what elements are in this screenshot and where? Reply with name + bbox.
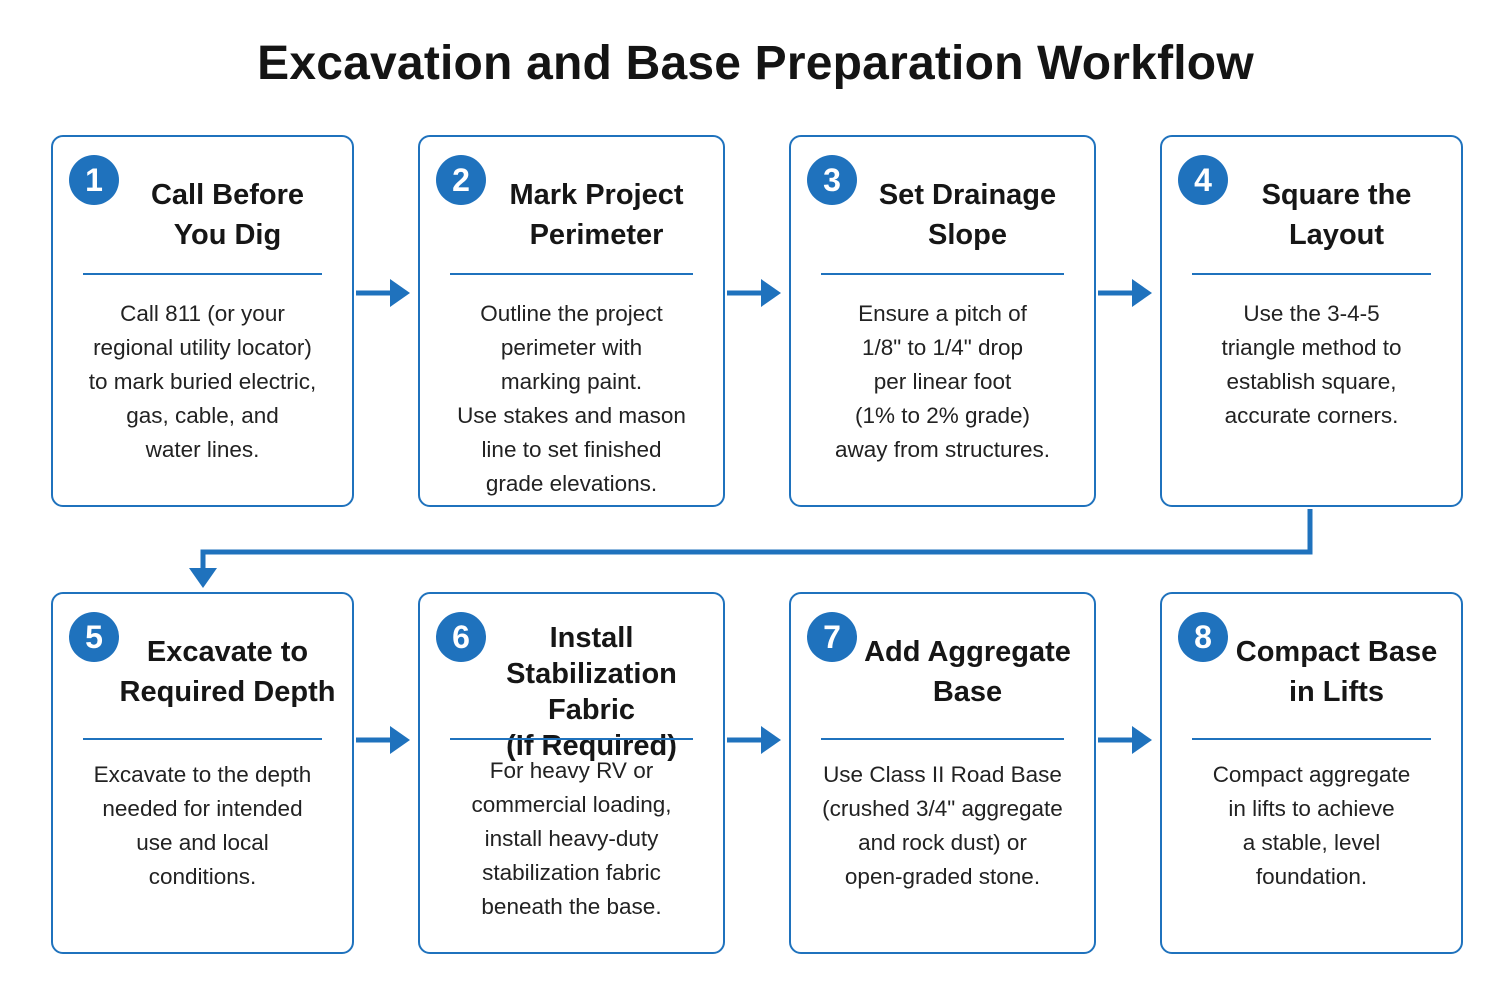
step-card-5 — [51, 592, 354, 954]
step-title: Set Drainage Slope — [878, 179, 1057, 251]
step-description: Use Class II Road Base (crushed 3/4" aggregate and rock dust) or open-graded stone. — [822, 762, 1063, 889]
step-card-6 — [418, 592, 725, 954]
divider — [83, 273, 322, 275]
arrow-down-icon — [189, 509, 1310, 588]
step-description: Use the 3-4-5 triangle method to establish square, accurate corners. — [1221, 301, 1402, 428]
step-card-1 — [51, 135, 354, 507]
step-number-badge: 8 — [1178, 612, 1228, 662]
divider — [1192, 738, 1431, 740]
step-number-badge: 1 — [69, 155, 119, 205]
step-card-2 — [418, 135, 725, 507]
step-title: Call Before You Dig — [150, 179, 305, 251]
arrow-right-icon — [727, 279, 781, 307]
divider — [821, 273, 1064, 275]
step-description: Ensure a pitch of 1/8" to 1/4" drop per linear foot (1% to 2% grade) away from structures. — [834, 301, 1051, 462]
step-title: Add Aggregate Base — [864, 636, 1071, 708]
step-description: For heavy RV or commercial loading, install heavy-duty stabilization fabric beneath the base. — [471, 758, 672, 919]
arrow-right-icon — [1098, 279, 1152, 307]
step-number-badge: 5 — [69, 612, 119, 662]
step-description: Outline the project perimeter with marking paint. Use stakes and mason line to set finished grade elevations. — [457, 301, 686, 496]
divider — [450, 738, 693, 740]
step-number-badge: 2 — [436, 155, 486, 205]
arrow-right-icon — [727, 726, 781, 754]
step-card-4 — [1160, 135, 1463, 507]
step-description: Excavate to the depth needed for intended use and local conditions. — [93, 762, 312, 889]
step-title: Excavate to Required Depth — [119, 636, 336, 708]
step-title: Install Stabilization Fabric (If Required) — [506, 622, 677, 762]
divider — [450, 273, 693, 275]
step-title: Compact Base in Lifts — [1235, 636, 1438, 708]
step-title: Mark Project Perimeter — [509, 179, 684, 251]
divider — [821, 738, 1064, 740]
divider — [1192, 273, 1431, 275]
step-number-badge: 6 — [436, 612, 486, 662]
arrow-right-icon — [1098, 726, 1152, 754]
divider — [83, 738, 322, 740]
step-number-badge: 7 — [807, 612, 857, 662]
step-card-8 — [1160, 592, 1463, 954]
step-number-badge: 4 — [1178, 155, 1228, 205]
step-card-3 — [789, 135, 1096, 507]
step-number-badge: 3 — [807, 155, 857, 205]
step-title: Square the Layout — [1261, 179, 1412, 251]
arrow-right-icon — [356, 726, 410, 754]
page-title: Excavation and Base Preparation Workflow — [257, 37, 1254, 90]
arrow-right-icon — [356, 279, 410, 307]
step-description: Call 811 (or your regional utility locator) to mark buried electric, gas, cable, and water lines. — [88, 301, 317, 462]
step-card-7 — [789, 592, 1096, 954]
step-description: Compact aggregate in lifts to achieve a stable, level foundation. — [1212, 762, 1411, 889]
